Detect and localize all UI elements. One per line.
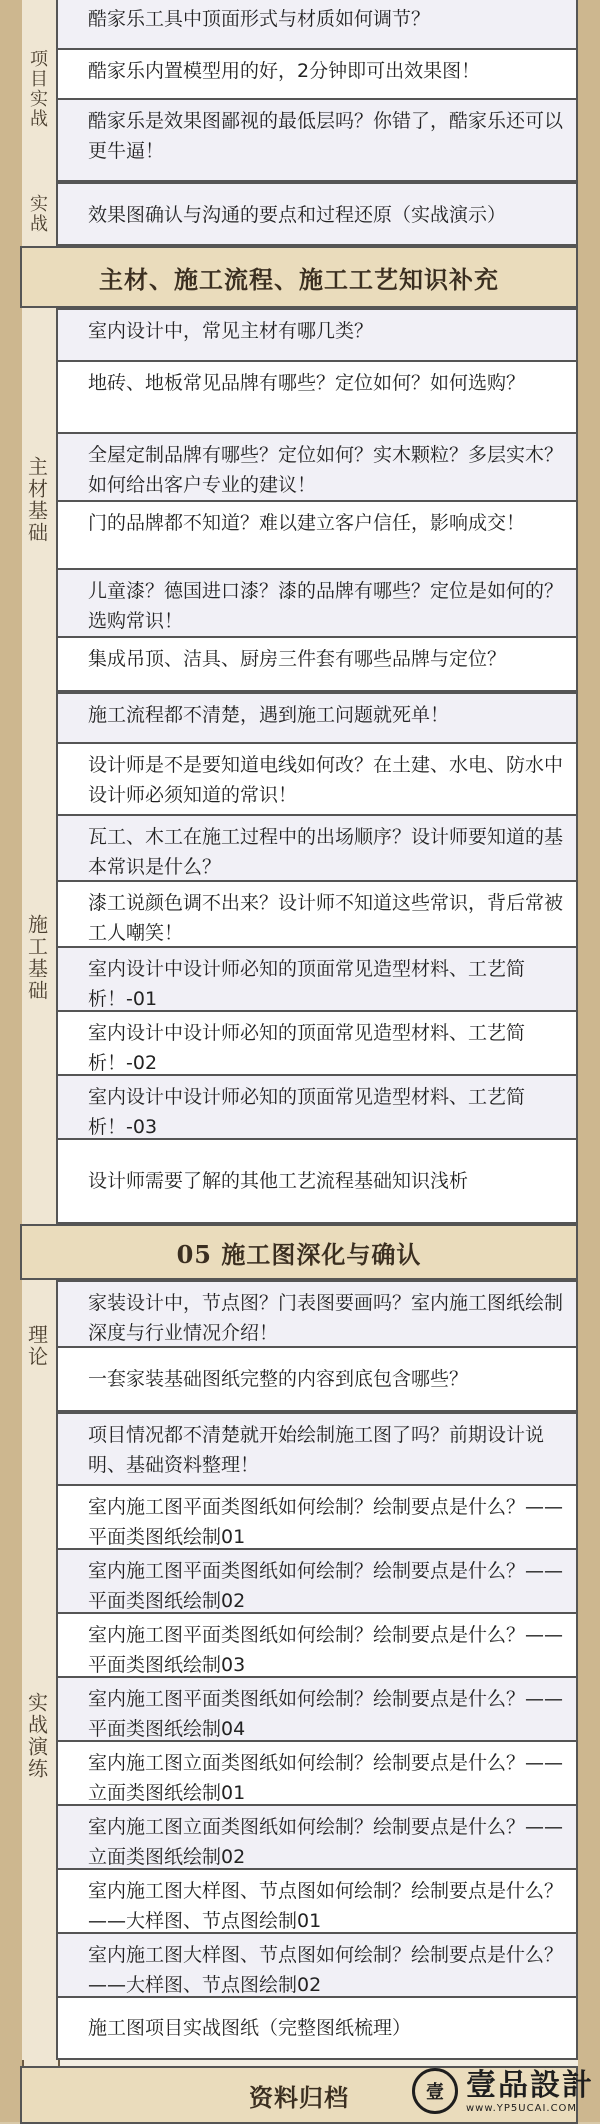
category-label: 施工基础	[22, 692, 52, 1224]
list-item: 设计师是不是要知道电线如何改？在土建、水电、防水中设计师必须知道的常识！	[56, 742, 578, 814]
list-item: 室内施工图平面类图纸如何绘制？绘制要点是什么？——平面类图纸绘制02	[56, 1548, 578, 1612]
list-item: 室内设计中，常见主材有哪几类？	[56, 308, 578, 360]
list-item: 门的品牌都不知道？难以建立客户信任，影响成交！	[56, 500, 578, 568]
section-heading: 05 施工图深化与确认	[20, 1224, 578, 1280]
section-heading: 主材、施工流程、施工工艺知识补充	[20, 246, 578, 308]
list-item: 家装设计中，节点图？门表图要画吗？室内施工图纸绘制深度与行业情况介绍！	[56, 1280, 578, 1346]
list-item: 室内施工图大样图、节点图如何绘制？绘制要点是什么？——大样图、节点图绘制02	[56, 1932, 578, 1996]
category-label: 理论	[22, 1280, 52, 1412]
category-label: 主材基础	[22, 308, 52, 692]
list-item: 室内设计中设计师必知的顶面常见造型材料、工艺简析！-01	[56, 946, 578, 1010]
brand-url: www.YP5UCAI.COM	[466, 2102, 578, 2114]
list-item: 集成吊顶、洁具、厨房三件套有哪些品牌与定位？	[56, 636, 578, 692]
list-item: 设计师需要了解的其他工艺流程基础知识浅析	[56, 1138, 578, 1224]
list-item: 施工流程都不清楚，遇到施工问题就死单！	[56, 692, 578, 742]
brand-text	[466, 2069, 594, 2114]
block-construction	[24, 692, 578, 1224]
list-item: 项目情况都不清楚就开始绘制施工图了吗？前期设计说明、基础资料整理！	[56, 1412, 578, 1484]
list-item: 室内设计中设计师必知的顶面常见造型材料、工艺简析！-03	[56, 1074, 578, 1138]
list-item: 一套家装基础图纸完整的内容到底包含哪些？	[56, 1346, 578, 1412]
category-label: 项目实战	[22, 0, 52, 182]
list-item: 室内施工图平面类图纸如何绘制？绘制要点是什么？——平面类图纸绘制03	[56, 1612, 578, 1676]
category-label: 实战	[22, 182, 52, 246]
list-item: 漆工说颜色调不出来？设计师不知道这些常识，背后常被工人嘲笑！	[56, 880, 578, 946]
block-top	[27, 0, 578, 182]
block-theory	[24, 1280, 578, 1412]
list-item: 效果图确认与沟通的要点和过程还原（实战演示）	[56, 182, 578, 246]
list-item: 酷家乐内置模型用的好，2分钟即可出效果图！	[56, 48, 578, 98]
section-heading: 资料归档	[20, 2066, 578, 2124]
list-item: 室内施工图平面类图纸如何绘制？绘制要点是什么？——平面类图纸绘制04	[56, 1676, 578, 1740]
brand-logo-icon: 壹	[412, 2068, 458, 2114]
list-item: 地砖、地板常见品牌有哪些？定位如何？如何选购？	[56, 360, 578, 432]
brand-name: 壹品設計	[466, 2067, 594, 2103]
list-item: 儿童漆？德国进口漆？漆的品牌有哪些？定位是如何的？选购常识！	[56, 568, 578, 636]
list-item: 全屋定制品牌有哪些？定位如何？实木颗粒？多层实木？如何给出客户专业的建议！	[56, 432, 578, 500]
list-item: 瓦工、木工在施工过程中的出场顺序？设计师要知道的基本常识是什么？	[56, 814, 578, 880]
list-item: 室内设计中设计师必知的顶面常见造型材料、工艺简析！-02	[56, 1010, 578, 1074]
list-item: 室内施工图平面类图纸如何绘制？绘制要点是什么？——平面类图纸绘制01	[56, 1484, 578, 1548]
brand-watermark	[412, 2068, 594, 2114]
outline-table	[24, 0, 578, 2124]
list-item: 施工图项目实战图纸（完整图纸梳理）	[56, 1996, 578, 2060]
list-item: 酷家乐是效果图鄙视的最低层吗？你错了，酷家乐还可以更牛逼！	[56, 98, 578, 182]
block-practice	[27, 182, 578, 246]
block-drill	[24, 1412, 578, 2060]
block-materials	[24, 308, 578, 692]
list-item: 室内施工图立面类图纸如何绘制？绘制要点是什么？——立面类图纸绘制01	[56, 1740, 578, 1804]
list-item: 酷家乐工具中顶面形式与材质如何调节？	[56, 0, 578, 48]
list-item: 室内施工图立面类图纸如何绘制？绘制要点是什么？——立面类图纸绘制02	[56, 1804, 578, 1868]
category-label: 实战演练	[22, 1412, 52, 2060]
list-item: 室内施工图大样图、节点图如何绘制？绘制要点是什么？——大样图、节点图绘制01	[56, 1868, 578, 1932]
